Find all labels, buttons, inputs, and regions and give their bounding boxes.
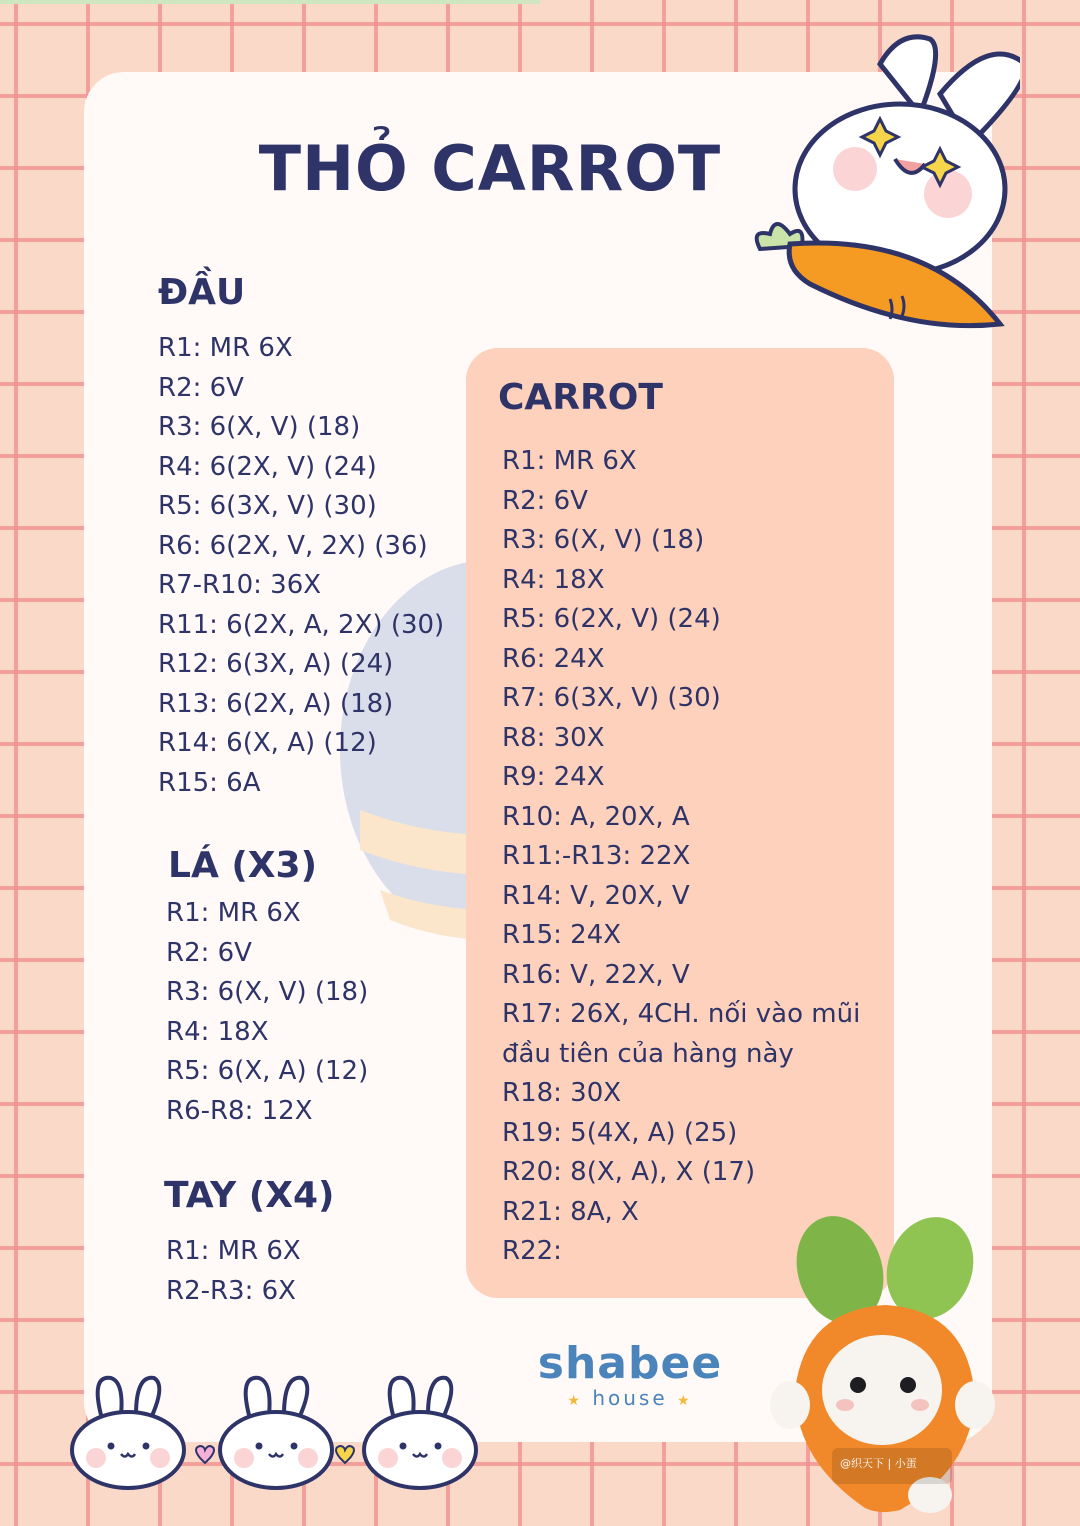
- list-item: R21: 8A, X: [502, 1196, 639, 1227]
- list-item: R4: 18X: [502, 564, 605, 595]
- list-item: R1: MR 6X: [166, 898, 301, 928]
- list-item: R4: 6(2X, V) (24): [158, 451, 377, 482]
- list-item: R22:: [502, 1236, 562, 1266]
- list-item: R8: 30X: [502, 722, 605, 753]
- list-item: R3: 6(X, V) (18): [502, 525, 705, 555]
- list-item: R2-R3: 6X: [166, 1275, 296, 1306]
- list-item: R17: 26X, 4CH. nối vào mũi đầu tiên của hàng này: [502, 999, 861, 1069]
- list-item: R20: 8(X, A), X (17): [502, 1157, 756, 1187]
- list-item: R3: 6(X, V) (18): [158, 412, 361, 442]
- list-item: R7: 6(3X, V) (30): [502, 683, 721, 713]
- bunny-faces-decoration: [66, 1370, 486, 1490]
- la-rows: [166, 894, 368, 1131]
- list-item: R15: 24X: [502, 920, 622, 950]
- list-item: R2: 6V: [166, 937, 252, 968]
- list-item: R18: 30X: [502, 1078, 622, 1108]
- photo-watermark-text: @织天下 | 小蛋: [840, 1457, 917, 1470]
- shabee-house-logo: [520, 1340, 740, 1410]
- list-item: R1: MR 6X: [166, 1236, 301, 1266]
- bunny-carrot-sticker: [730, 24, 1020, 344]
- list-item: R1: MR 6X: [502, 446, 637, 476]
- list-item: R10: A, 20X, A: [502, 801, 690, 832]
- logo-subtext-label: house: [592, 1386, 668, 1410]
- list-item: R19: 5(4X, A) (25): [502, 1117, 738, 1148]
- section-heading-dau: ĐẦU: [158, 272, 246, 313]
- list-item: R6: 24X: [502, 643, 605, 674]
- list-item: R11:-R13: 22X: [502, 841, 691, 871]
- bunny-face-icon: [364, 1378, 476, 1488]
- logo-wordmark: shabee: [537, 1338, 723, 1389]
- list-item: R12: 6(3X, A) (24): [158, 649, 394, 679]
- list-item: R5: 6(X, A) (12): [166, 1056, 369, 1086]
- section-heading-la: LÁ (X3): [168, 845, 318, 886]
- list-item: R5: 6(2X, V) (24): [502, 604, 721, 634]
- top-accent-line: [0, 0, 540, 4]
- section-heading-tay: TAY (X4): [164, 1175, 335, 1216]
- tay-rows: [166, 1232, 301, 1311]
- list-item: R4: 18X: [166, 1016, 269, 1047]
- carrot-rows: [502, 442, 882, 1272]
- list-item: R1: MR 6X: [158, 333, 293, 363]
- star-icon: ★: [567, 1393, 583, 1409]
- list-item: R7-R10: 36X: [158, 570, 322, 600]
- list-item: R2: 6V: [502, 485, 588, 516]
- list-item: R5: 6(3X, V) (30): [158, 491, 377, 521]
- list-item: R14: V, 20X, V: [502, 880, 690, 911]
- crochet-bunny-image: [770, 1210, 1000, 1520]
- page-title: THỎ CARROT: [258, 132, 722, 205]
- star-icon: ★: [677, 1393, 693, 1409]
- list-item: R11: 6(2X, A, 2X) (30): [158, 609, 445, 640]
- list-item: R3: 6(X, V) (18): [166, 977, 369, 1007]
- list-item: R6-R8: 12X: [166, 1095, 313, 1126]
- list-item: R13: 6(2X, A) (18): [158, 688, 394, 719]
- logo-subtext: [520, 1386, 740, 1410]
- bunny-face-icon: [72, 1378, 184, 1488]
- dau-rows: [158, 329, 444, 803]
- list-item: R9: 24X: [502, 762, 605, 792]
- list-item: R16: V, 22X, V: [502, 959, 690, 990]
- crochet-bunny-carrot-photo: [770, 1210, 1000, 1520]
- section-heading-carrot: CARROT: [498, 377, 663, 418]
- bunny-face-icon: [220, 1378, 332, 1488]
- list-item: R2: 6V: [158, 372, 244, 403]
- list-item: R14: 6(X, A) (12): [158, 728, 377, 758]
- list-item: R15: 6A: [158, 767, 261, 798]
- list-item: R6: 6(2X, V, 2X) (36): [158, 530, 428, 561]
